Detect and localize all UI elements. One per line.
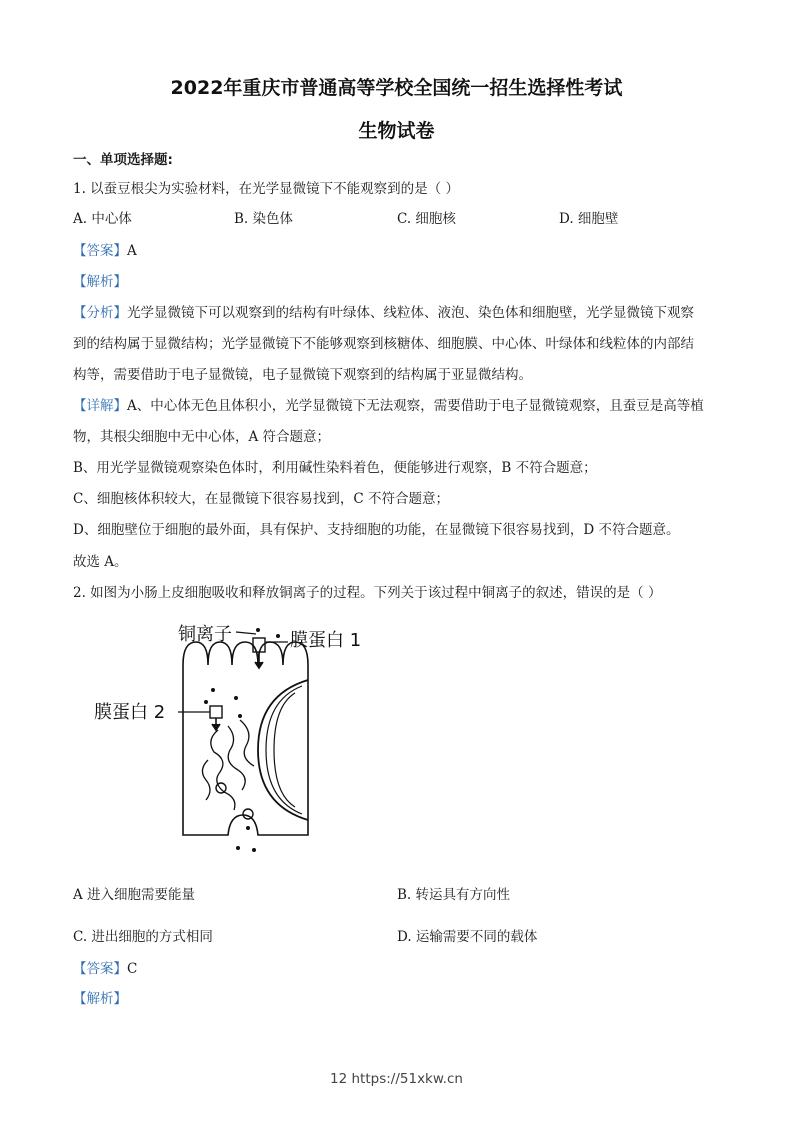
q1-xiangjie-line-4: C、细胞核体积较大，在显微镜下很容易找到，C 不符合题意； [73, 491, 449, 507]
question-1-stem: 1. 以蚕豆根尖为实验材料，在光学显微镜下不能观察到的是（ ） [73, 181, 459, 197]
q2-answer-tag: 【答案】 [73, 961, 127, 977]
q1-xiangjie-text-1: A、中心体无色且体积小，光学显微镜下无法观察，需要借助于电子显微镜观察，且蚕豆是高等植 [127, 398, 704, 414]
q2-option-c: C. 进出细胞的方式相同 [73, 929, 213, 945]
membrane-protein-2 [210, 706, 222, 718]
label-copper-ion: 铜离子 [178, 624, 232, 645]
page-footer: 12 https://51xkw.cn [330, 1071, 463, 1087]
q1-option-d: D. 细胞壁 [559, 211, 619, 227]
question-2-stem: 2. 如图为小肠上皮细胞吸收和释放铜离子的过程。下列关于该过程中铜离子的叙述，错误的是（ ） [73, 585, 662, 601]
q1-xiangjie-tag: 【详解】 [73, 398, 127, 414]
page-subtitle: 生物试卷 [358, 120, 435, 142]
q1-xiangjie-line-3: B、用光学显微镜观察染色体时，利用碱性染料着色，便能够进行观察，B 不符合题意； [73, 460, 597, 476]
q1-option-a: A. 中心体 [73, 211, 132, 227]
q1-answer: A [127, 243, 137, 259]
cell-membrane [183, 642, 308, 835]
q2-analysis-tag: 【解析】 [73, 991, 127, 1007]
golgi-body [211, 730, 235, 810]
q1-analysis-tag: 【解析】 [73, 274, 127, 290]
section-heading: 一、单项选择题: [73, 152, 173, 168]
q1-fenxi-text-1: 光学显微镜下可以观察到的结构有叶绿体、线粒体、液泡、染色体和细胞壁，光学显微镜下观察 [127, 305, 694, 321]
q1-answer-tag: 【答案】 [73, 243, 127, 259]
label-membrane-protein-2: 膜蛋白 2 [94, 702, 166, 723]
q2-answer: C [127, 961, 138, 977]
q1-option-b: B. 染色体 [234, 211, 294, 227]
q1-xiangjie-line-1 [73, 394, 704, 414]
q1-xiangjie-line-5: D、细胞壁位于细胞的最外面，具有保护、支持细胞的功能，在显微镜下很容易找到，D 不符合题意。 [73, 522, 680, 538]
q1-fenxi-line-3: 构等，需要借助于电子显微镜，电子显微镜下观察到的结构属于亚显微结构。 [73, 367, 532, 383]
q1-answer-row [73, 239, 137, 259]
q1-fenxi-line-2: 到的结构属于显微结构；光学显微镜下不能够观察到核糖体、细胞膜、中心体、叶绿体和线粒体的内部结 [73, 336, 694, 352]
q2-answer-row [73, 957, 137, 977]
q2-option-d: D. 运输需要不同的载体 [397, 929, 538, 945]
q1-xiangjie-line-2: 物，其根尖细胞中无中心体，A 符合题意； [73, 429, 331, 445]
q1-fenxi-line-1 [73, 301, 694, 321]
q1-fenxi-tag: 【分析】 [73, 305, 127, 321]
q1-option-c: C. 细胞核 [397, 211, 456, 227]
q1-xiangjie-line-6: 故选 A。 [73, 554, 128, 570]
q2-option-b: B. 转运具有方向性 [397, 887, 511, 903]
page-title: 2022年重庆市普通高等学校全国统一招生选择性考试 [170, 77, 623, 99]
q2-option-a: A 进入细胞需要能量 [73, 887, 196, 903]
label-membrane-protein-1: 膜蛋白 1 [290, 630, 362, 651]
cell-diagram [88, 620, 388, 860]
